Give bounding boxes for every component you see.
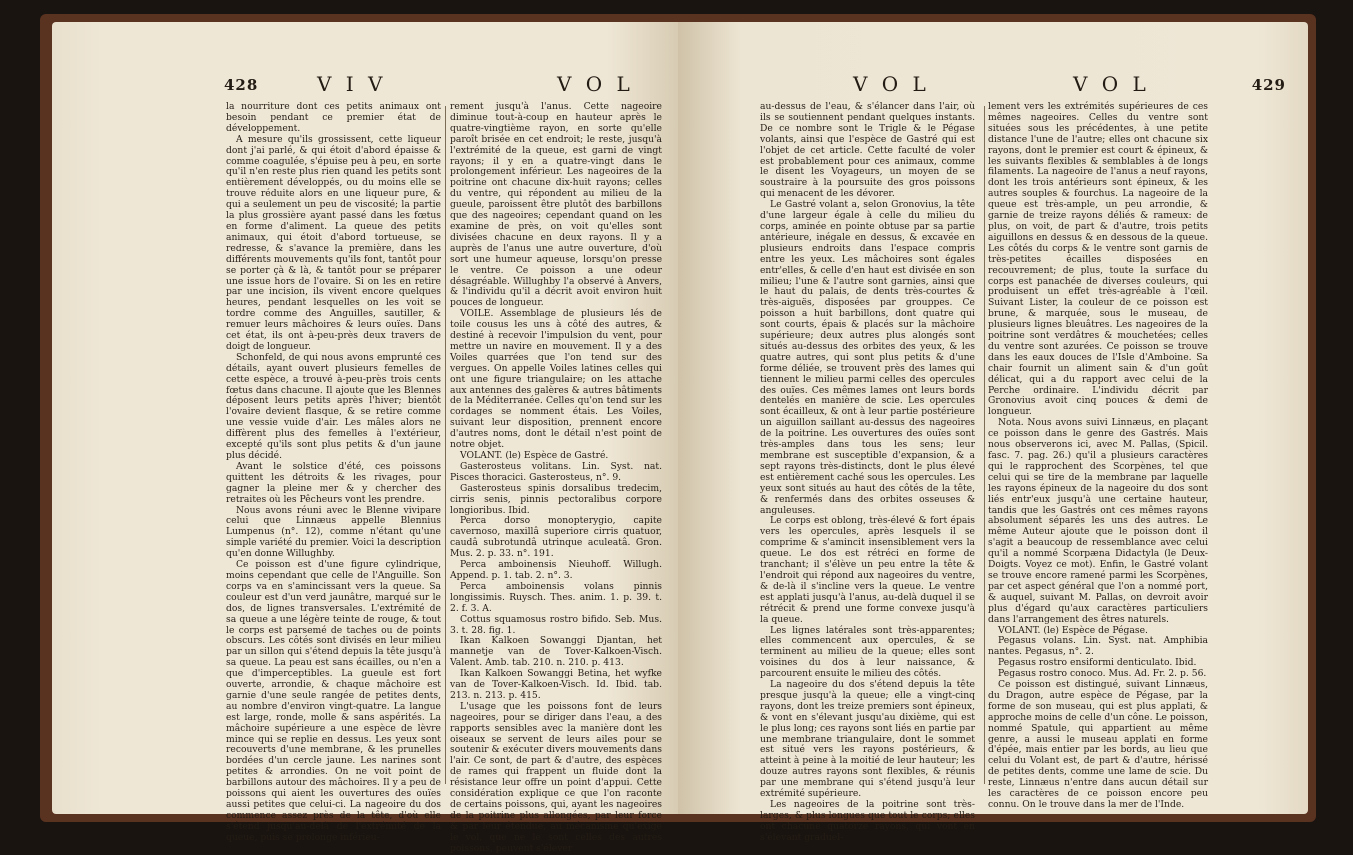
- running-head-left: V I V: [317, 72, 387, 96]
- paragraph: Perca amboinensis volans pinnis longissimis. Ruysch. Thes. anim. 1. p. 39. t. 2. f. 3. A.: [450, 580, 662, 614]
- left-page-header: [52, 72, 682, 96]
- paragraph: Les lignes latérales sont très-apparentes; elles commencent aux opercules, & se terminent au milieu de la queue; elles sont voisines du dos à leur naissance, & parcourent ensuite le milieu des côtés.: [760, 624, 975, 680]
- paragraph: VOLANT. (le) Espèce de Gastré.: [460, 450, 609, 461]
- page-number: 428: [224, 76, 259, 94]
- paragraph: Perca amboinensis Nieuhoff. Willugh. Append. p. 1. tab. 2. n°. 3.: [450, 559, 662, 581]
- paragraph: la nourriture dont ces petits animaux ont besoin pendant ce premier état de développement.: [226, 101, 441, 134]
- paragraph: Avant le solstice d'été, ces poissons quittent les détroits & les rivages, pour gagner la pleine mer & y chercher des retraites où les Pêcheurs vont les prendre.: [226, 460, 441, 505]
- running-head-left: V O L: [853, 72, 930, 96]
- paragraph: Cottus squamosus rostro bifido. Seb. Mus. 3. t. 28. fig. 1.: [450, 613, 662, 636]
- right-page-column-1: [760, 101, 975, 843]
- paragraph: Perca dorso monopterygio, capite cavernoso, maxillâ superiore cirris quatuor, caudâ subrotundâ utrinque aculeatâ. Gron. Mus. 2. p. 33. n°. 191.: [450, 515, 662, 560]
- right-page: [678, 22, 1308, 843]
- paragraph: Le Gastré volant a, selon Gronovius, la tête d'une largeur égale à celle du milieu du corps, aminée en pointe obtuse par sa partie antérieure, inégale en dessus, & excavée en plusieurs endroits dans l'espace compris entre les yeux. Les mâchoires sont égales entr'elles, & celle d'en haut est divisée en son milieu; l'une & l'autre sont garnies, ainsi que le haut du palais, de dents très-courtes & très-aiguës, disposées par grouppes. Ce poisson a huit barbillons, dont quatre qui sont courts, épais & placés sur la mâchoire supérieure; deux autres plus alongés sont situés au-dessus des orbites des yeux, & les quatre autres, qui sont plus petits & d'une forme déliée, se trouvent près des lames qui tiennent le milieu parmi celles des opercules des ouïes. Ces mêmes lames ont leurs bords dentelés en manière de scie. Les opercules sont écailleux, & ont à leur partie postérieure un aiguillon saillant au-dessus des nageoires de la poitrine. Les ouvertures des ouïes sont très-amples dans tous les sens; leur membrane est susceptible d'expansion, & a sept rayons très-distincts, dont le plus élevé est entièrement caché sous les opercules. Les yeux sont situés au haut des côtés de la tête, & renfermés dans des orbites osseuses & anguleuses.: [760, 199, 975, 516]
- paragraph: Schonfeld, de qui nous avons emprunté ces détails, ayant ouvert plusieurs femelles de cette espèce, a trouvé à-peu-près trois cents fœtus dans chacune. Il ajoute que les Blennes déposent leurs petits après l'hiver; bientôt l'ovaire devient flasque, & se retire comme une vessie vuide d'air. Les mâles alors ne diffèrent plus des femelles à l'extérieur, excepté qu'ils sont plus petits & d'un jaune plus décidé.: [226, 351, 441, 461]
- paragraph: La nageoire du dos s'étend depuis la tête presque jusqu'à la queue; elle a vingt-cinq rayons, dont les treize premiers sont épineux, & vont en s'élevant jusqu'au dixième, qui est le plus long; ces rayons sont liés en partie par une membrane triangulaire, dont le sommet est situé vers les rayons postérieurs, & atteint à peine à la moitié de leur hauteur; les douze autres rayons sont flexibles, & réunis par une membrane qui s'étend jusqu'à leur extrémité supérieure.: [760, 679, 975, 800]
- paragraph: Nota. Nous avons suivi Linnæus, en plaçant ce poisson dans le genre des Gastrés. Mais nous observerons ici, avec M. Pallas, (Spicil. fasc. 7. pag. 26.) qu'il a plusieurs caractères qui le rapprochent des Scorpènes, tel que celui qui se tire de la membrane par laquelle les rayons épineux de la nageoire du dos sont liés entr'eux jusqu'à une certaine hauteur, tandis que les Gastrés ont ces mêmes rayons absolument séparés les uns des autres. Le même Auteur ajoute que le poisson dont il s'agit a beaucoup de ressemblance avec celui qu'il a nommé Scorpæna Didactyla (le Deux-Doigts. Voyez ce mot). Enfin, le Gastré volant se trouve encore ramené parmi les Scorpènes, par cet aspect général que l'on a nommé port, & auquel, suivant M. Pallas, on devroit avoir plus d'égard qu'aux caractères particuliers dans l'arrangement des êtres naturels.: [988, 417, 1208, 625]
- left-page-column-2: [450, 101, 662, 854]
- right-page-column-2: [988, 101, 1209, 810]
- paragraph: Ce poisson est distingué, suivant Linnæus, du Dragon, autre espèce de Pégase, par la forme de son museau, qui est plus applati, & approche moins de celle d'un cône. Le poisson, nommé Spatule, qui appartient au même genre, a aussi le museau applati en forme d'épée, mais entier par les bords, au lieu que celui du Volant est, de part & d'autre, hérissé de petites dents, comme une lame de scie. Du reste, Linnæus n'entre dans aucun détail sur les caractères de ce poisson encore peu connu. On le trouve dans la mer de l'Inde.: [988, 679, 1209, 810]
- left-page: [52, 22, 682, 854]
- paragraph: au-dessus de l'eau, & s'élancer dans l'air, où ils se soutiennent pendant quelques instants. De ce nombre sont le Trigle & le Pégase volants, ainsi que l'espèce de Gastré qui est l'objet de cet article. Cette faculté de voler est probablement pour ces animaux, comme le disent les Voyageurs, un moyen de se soustraire à la poursuite des gros poissons qui menacent de les dévorer.: [760, 101, 975, 200]
- paragraph: Les nageoires de la poitrine sont très-larges, & plus longues que tout le corps; elles ont chacune quatorze rayons, qui vont en s'élevant graduel-: [760, 799, 975, 843]
- paragraph: Ikan Kalkoen Sowanggi Djantan, het mannetje van de Tover-Kalkoen-Visch. Valent. Amb. tab. 210. n. 210. p. 413.: [450, 635, 662, 669]
- paragraph: VOLANT. (le) Espèce de Pégase.: [998, 624, 1148, 636]
- running-head-right: V O L: [1073, 72, 1150, 96]
- paragraph: Pegasus volans. Lin. Syst. nat. Amphibia nantes. Pegasus, n°. 2.: [988, 635, 1208, 658]
- paragraph: Pegasus rostro conoco. Mus. Ad. Fr. 2. p. 56.: [998, 668, 1207, 680]
- paragraph: Gasterosteus volitans. Lin. Syst. nat. Pisces thoracici. Gasterosteus, n°. 9.: [450, 460, 662, 483]
- paragraph: VOILE. Assemblage de plusieurs lés de toile cousus les uns à côté des autres, & destiné à recevoir l'impulsion du vent, pour mettre un navire en mouvement. Il y a des Voiles quarrées que l'on tend sur des vergues. On appelle Voiles latines celles qui ont une figure triangulaire; on les attache aux antennes des galères & autres bâtiments de la Méditerranée. Celles qu'on tend sur les cordages se nomment étais. Les Voiles, suivant leur disposition, prennent encore d'autres noms, dont le détail n'est point de notre objet.: [450, 308, 662, 451]
- open-book: [40, 14, 1316, 854]
- right-page-header: [678, 72, 1308, 96]
- paragraph: L'usage que les poissons font de leurs nageoires, pour se diriger dans l'eau, a des rapports sensibles avec la manière dont les oiseaux se servent de leurs ailes pour se soutenir & exécuter divers mouvements dans l'air. Ce sont, de part & d'autre, des espèces de rames qui frappent un fluide dont la résistance leur offre un point d'appui. Cette considération explique ce que l'on raconte de certains poissons, qui, ayant les nageoires de la poitrine plus allongées, par leur force & par leur étendue, au mécanisme qu'exige le vol, que ne le sont celles des autres poissons, peuvent s'élever: [450, 700, 662, 854]
- column-rule: [984, 106, 985, 784]
- paragraph: Nous avons réuni avec le Blenne vivipare celui que Linnæus appelle Blennius Lumpenus (n°. 12), comme n'étant qu'une simple variété du premier. Voici la description qu'en donne Willughby.: [226, 504, 441, 560]
- paragraph: rement jusqu'à l'anus. Cette nageoire diminue tout-à-coup en hauteur après le quatre-vingtième rayon, en sorte qu'elle paroît brisée en cet endroit; le reste, jusqu'à l'extrémité de la queue, est garni de vingt rayons; il y en a quatre-vingt dans le prolongement inférieur. Les nageoires de la poitrine ont chacune dix-huit rayons; celles du ventre, qui répondent au milieu de la gueule, paroissent être plutôt des barbillons que des nageoires; cependant quand on les examine de près, on voit qu'elles sont divisées chacune en deux rayons. Il y a auprès de l'anus une autre ouverture, d'où sort une humeur aqueuse, lorsqu'on presse le ventre. Ce poisson a une odeur désagréable. Willughby l'a observé à Anvers, & l'individu qu'il a décrit avoit environ huit pouces de longueur.: [450, 101, 662, 309]
- paragraph: A mesure qu'ils grossissent, cette liqueur dont j'ai parlé, & qui étoit d'abord épaisse & comme coagulée, s'épuise peu à peu, en sorte qu'il n'en reste plus rien quand les petits sont entièrement développés, ou du moins elle se trouve réduite alors en une liqueur pure, & qui a seulement un peu de viscosité; la partie la plus grossière ayant passé dans les fœtus en forme d'aliment. La queue des petits animaux, qui étoit d'abord tortueuse, se redresse, & s'avance la première, dans les différents mouvements qu'ils font, tantôt pour se porter çà & là, & tantôt pour se préparer une issue hors de l'ovaire. Si on les en retire par une incision, ils vivent encore quelques heures, pendant lesquelles on les voit se tordre comme des Anguilles, sautiller, & remuer leurs mâchoires & leurs ouïes. Dans cet état, ils ont à-peu-près deux travers de doigt de longueur.: [226, 133, 441, 352]
- left-page-column-1: [226, 101, 441, 843]
- paragraph: Pegasus rostro ensiformi denticulato. Ibid.: [998, 657, 1197, 669]
- paragraph: lement vers les extrémités supérieures de ces mêmes nageoires. Celles du ventre sont situées sous les précédentes, à une petite distance l'une de l'autre; elles ont chacune six rayons, dont le premier est court & épineux, & les suivants flexibles & semblables à de longs filaments. La nageoire de l'anus a neuf rayons, dont les trois antérieurs sont épineux, & les autres souples & fourchus. La nageoire de la queue est très-ample, un peu arrondie, & garnie de treize rayons déliés & rameux: de plus, on voit, de part & d'autre, trois petits aiguillons en dessus & en dessous de la queue. Les côtés du corps & le ventre sont garnis de très-petites écailles disposées en recouvrement; de plus, toute la surface du corps est panachée de diverses couleurs, qui produisent un effet très-agréable à l'œil. Suivant Lister, la couleur de ce poisson est brune, & marquée, sous le museau, de plusieurs lignes bleuâtres. Les nageoires de la poitrine sont verdâtres & mouchetées; celles du ventre sont azurées. Ce poisson se trouve dans les eaux douces de l'Isle d'Amboine. Sa chair fournit un aliment sain & d'un goût délicat, qui a du rapport avec celui de la Perche ordinaire. L'individu décrit par Gronovius avoit cinq pouces & demi de longueur.: [988, 101, 1208, 418]
- paragraph: Ikan Kalkoen Sowanggi Betina, het wyfke van de Tover-Kalkoen-Visch. Id. Ibid. tab. 213. n. 213. p. 415.: [450, 668, 662, 701]
- paragraph: Le corps est oblong, très-élevé & fort épais vers les opercules, après lesquels il se comprime & s'amincit insensiblement vers la queue. Le dos est rétréci en forme de tranchant; il s'élève un peu entre la tête & l'endroit qui répond aux nageoires du ventre, & de-là il s'incline vers la queue. Le ventre est applati jusqu'à l'anus, au-delà duquel il se rétrécit & prend une forme convexe jusqu'à la queue.: [760, 515, 975, 625]
- paragraph: Gasterosteus spinis dorsalibus tredecim, cirris senis, pinnis pectoralibus corpore longioribus. Ibid.: [450, 482, 662, 516]
- paragraph: Ce poisson est d'une figure cylindrique, moins cependant que celle de l'Anguille. Son corps va en s'amincissant vers la queue. Sa couleur est d'un verd jaunâtre, marqué sur le dos, de lignes transversales. L'extrémité de sa queue a une légère teinte de rouge, & tout le corps est parsemé de taches ou de points obscurs. Les côtés sont divisés en leur milieu par un sillon qui s'étend depuis la tête jusqu'à sa queue. La peau est sans écailles, ou n'en a que d'imperceptibles. La gueule est fort ouverte, arrondie, & chaque mâchoire est garnie d'une seule rangée de petites dents, au nombre d'environ vingt-quatre. La langue est large, ronde, molle & sans aspérités. La mâchoire supérieure a une espèce de lèvre mince qui se replie en dessus. Les yeux sont recouverts d'une membrane, & les prunelles bordées d'un cercle jaune. Les narines sont petites & arrondies. On ne voit point de barbillons autour des mâchoires. Il y a peu de poissons qui aient les ouvertures des ouïes aussi petites que celui-ci. La nageoire du dos commence assez près de la tête, d'où elle s'étend jusqu'au-delà de l'extrémité de la queue, puis se prolonge inférieu-: [226, 559, 441, 843]
- running-head-right: V O L: [557, 72, 634, 96]
- page-number: 429: [1251, 76, 1286, 94]
- column-rule: [445, 106, 446, 784]
